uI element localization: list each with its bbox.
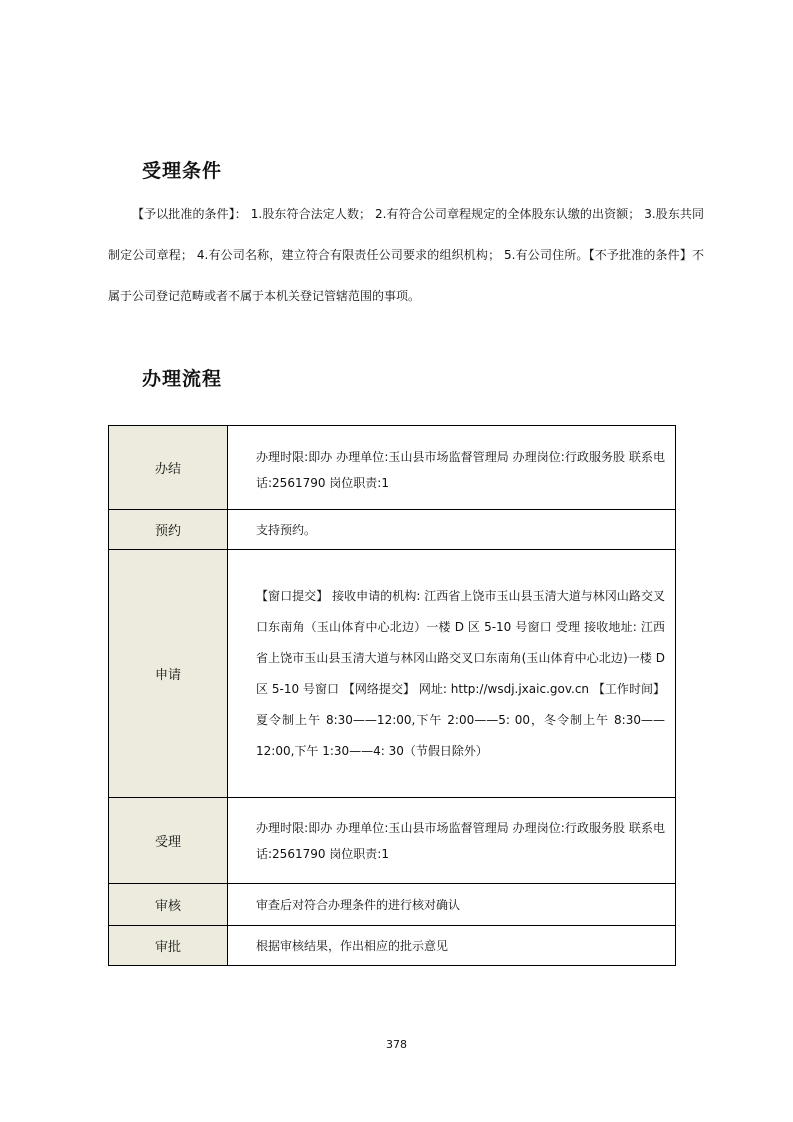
table-row xyxy=(109,550,676,798)
row-text: 根据审核结果，作出相应的批示意见 xyxy=(256,938,449,953)
row-label: 预约 xyxy=(109,510,228,550)
conditions-text: 【予以批准的条件】： 1.股东符合法定人数； 2.有符合公司章程规定的全体股东认缴的出资额； 3.股东共同制定公司章程； 4.有公司名称，建立符合有限责任公司要求的组织机构； 5.有公司住所。【不予批准的条件】不属于公司登记范畴或者不属于本机关登记管辖范围的事项。 xyxy=(108,207,704,303)
row-text: 【窗口提交】 接收申请的机构: 江西省上饶市玉山县玉清大道与林冈山路交叉口东南角（玉山体育中心北边）一楼 D 区 5-10 号窗口 受理 接收地址: 江西省上饶市玉山县玉清大道与林冈山路交叉口东南角(玉山体育中心北边)一楼 D 区 5-10 号窗口 【网络提交】 网址: http://wsdj.jxaic.gov.cn 【工作时间】 夏令制上午 8:30——12:00,下午 2:00——5: 00，冬令制上午 8:30——12:00,下午 1:30——4: 30（节假日除外） xyxy=(256,588,665,758)
row-text: 办理时限:即办 办理单位:玉山县市场监督管理局 办理岗位:行政服务股 联系电话:2561790 岗位职责:1 xyxy=(256,449,665,490)
conditions-paragraph xyxy=(108,194,704,317)
row-label: 审批 xyxy=(109,926,228,966)
row-value xyxy=(228,884,676,926)
section-title-conditions: 受理条件 xyxy=(142,160,223,182)
section-title-process: 办理流程 xyxy=(142,368,223,390)
table-row xyxy=(109,510,676,550)
row-value xyxy=(228,426,676,510)
row-label: 办结 xyxy=(109,426,228,510)
row-text: 支持预约。 xyxy=(256,522,317,537)
table-row xyxy=(109,426,676,510)
page-number: 378 xyxy=(386,1038,407,1051)
table-row xyxy=(109,926,676,966)
row-text: 办理时限:即办 办理单位:玉山县市场监督管理局 办理岗位:行政服务股 联系电话:2561790 岗位职责:1 xyxy=(256,820,665,861)
row-value xyxy=(228,798,676,884)
table-row xyxy=(109,884,676,926)
row-label: 申请 xyxy=(109,550,228,798)
row-value xyxy=(228,926,676,966)
row-value xyxy=(228,550,676,798)
row-text: 审查后对符合办理条件的进行核对确认 xyxy=(256,897,461,912)
process-table xyxy=(108,425,676,966)
table-row xyxy=(109,798,676,884)
row-label: 审核 xyxy=(109,884,228,926)
row-label: 受理 xyxy=(109,798,228,884)
row-value xyxy=(228,510,676,550)
